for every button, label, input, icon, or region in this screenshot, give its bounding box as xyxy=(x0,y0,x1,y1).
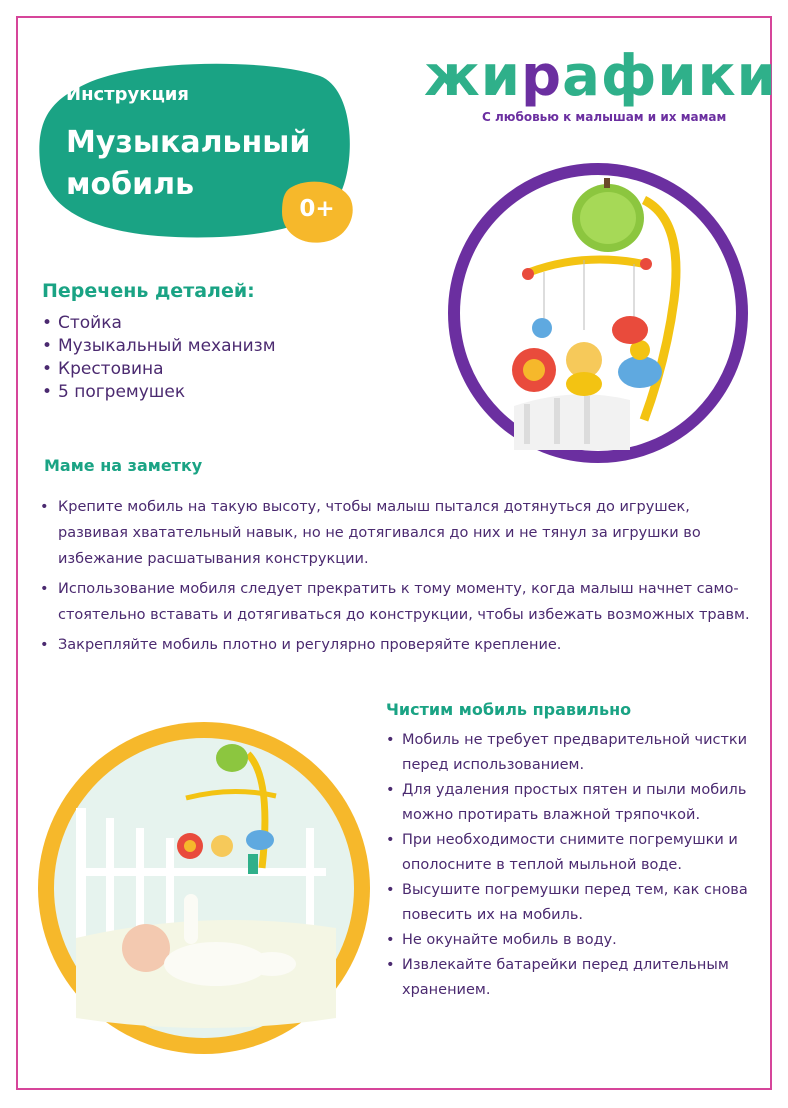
parts-item: • Музыкальный механизм xyxy=(42,335,276,358)
title-line-1: Музыкальный xyxy=(66,125,311,160)
logo-accent: р xyxy=(520,44,563,109)
logo-suffix: афики xyxy=(562,44,777,109)
cleaning-item: • Высушите погремушки перед тем, как снова повесить их на мобиль. xyxy=(386,878,756,928)
parts-list xyxy=(42,312,276,404)
cleaning-list xyxy=(386,728,756,1003)
title-line-2: мобиль xyxy=(66,167,195,202)
note-item: • Крепите мобиль на такую высоту, чтобы малыш пытался дотянуться до игрушек, развивая хватательный навык, но не дотягивался до них и не тянул за игрушки во избежание расшатывания конструкции. xyxy=(40,494,760,572)
doc-type-label: Инструкция xyxy=(66,84,189,105)
mobile-product-photo xyxy=(434,160,764,466)
cleaning-item: • Извлекайте батарейки перед длительным хранением. xyxy=(386,953,756,1003)
cleaning-title: Чистим мобиль правильно xyxy=(386,700,632,719)
age-badge xyxy=(280,180,354,244)
cleaning-item: • Для удаления простых пятен и пыли мобиль можно протирать влажной тряпочкой. xyxy=(386,778,756,828)
note-list xyxy=(40,494,760,662)
cleaning-item: • Мобиль не требует предварительной чистки перед использованием. xyxy=(386,728,756,778)
note-title: Маме на заметку xyxy=(44,456,203,475)
baby-crib-photo xyxy=(36,718,372,1058)
page-title xyxy=(66,122,310,206)
note-item: • Использование мобиля следует прекратить к тому моменту, когда малыш начнет само-стоятельно вставать и дотягиваться до конструкции, чтобы избежать возможных травм. xyxy=(40,576,760,628)
parts-item: • 5 погремушек xyxy=(42,381,276,404)
logo-prefix: жи xyxy=(424,44,521,109)
brand-slogan: С любовью к малышам и их мамам xyxy=(482,110,727,124)
logo-wordmark xyxy=(424,44,777,109)
parts-title: Перечень деталей: xyxy=(42,280,255,302)
note-item: • Закрепляйте мобиль плотно и регулярно проверяйте крепление. xyxy=(40,632,760,658)
parts-item: • Стойка xyxy=(42,312,276,335)
age-badge-text: 0+ xyxy=(299,196,335,222)
cleaning-item: • При необходимости снимите погремушки и ополосните в теплой мыльной воде. xyxy=(386,828,756,878)
parts-item: • Крестовина xyxy=(42,358,276,381)
brand-logo xyxy=(420,44,777,134)
cleaning-item: • Не окунайте мобиль в воду. xyxy=(386,928,756,953)
